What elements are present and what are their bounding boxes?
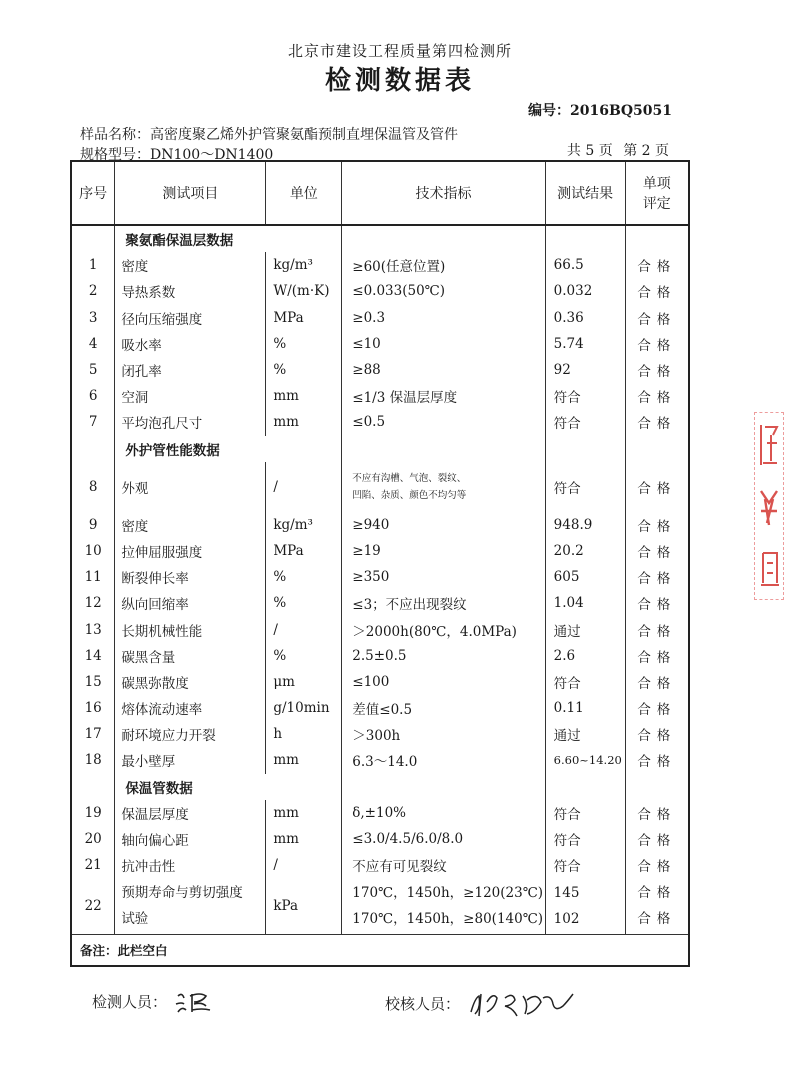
cell-no: 22: [71, 878, 115, 935]
cell-no: 18: [71, 747, 115, 773]
cell-result: 948.9: [545, 512, 625, 538]
cell-spec: ≥88: [342, 357, 545, 383]
cell-spec: ≤0.5: [342, 409, 545, 435]
cell-result: 符合: [545, 669, 625, 695]
header-item: 测试项目: [115, 161, 266, 225]
cell-result: 6.60~14.20: [545, 747, 625, 773]
header-no: 序号: [71, 161, 115, 225]
table-row: [71, 409, 689, 435]
model-label: 规格型号：: [80, 147, 150, 163]
cell-no: 21: [71, 852, 115, 878]
cell-eval: 合格: [625, 590, 689, 616]
cell-unit: %: [266, 590, 342, 616]
cell-eval: 合格: [625, 616, 689, 642]
cell-spec: [342, 878, 545, 935]
cell-spec: ≥350: [342, 564, 545, 590]
cell-item: 碳黑含量: [115, 643, 266, 669]
cell-result: 符合: [545, 409, 625, 435]
cell-item: 平均泡孔尺寸: [115, 409, 266, 435]
section-title: 保温管数据: [115, 774, 342, 800]
page-current: 第 2 页: [623, 143, 669, 159]
header-result: 测试结果: [545, 161, 625, 225]
table-row: [71, 564, 689, 590]
table-row: [71, 357, 689, 383]
cell-eval: 合格: [625, 669, 689, 695]
cell-spec: ＞2000h(80℃，4.0MPa): [342, 616, 545, 642]
cell-result: 1.04: [545, 590, 625, 616]
cell-unit: %: [266, 643, 342, 669]
eval-line: 合格: [637, 911, 677, 928]
cell-unit: kg/m³: [266, 252, 342, 278]
page-info: [564, 140, 672, 160]
cell-unit: MPa: [266, 538, 342, 564]
result-line: 102: [553, 911, 580, 928]
table-row: [71, 747, 689, 773]
cell-result: 符合: [545, 462, 625, 512]
document-number: 编号：2016BQ5051: [528, 103, 672, 119]
cell-eval: 合格: [625, 564, 689, 590]
table-header-row: [71, 161, 689, 225]
seal-stamp-icon: [755, 413, 783, 599]
cell-no: 3: [71, 305, 115, 331]
table-row: [71, 878, 689, 935]
table-row: [71, 643, 689, 669]
cell-eval: 合格: [625, 331, 689, 357]
cell-unit: g/10min: [266, 695, 342, 721]
cell-spec: 2.5±0.5: [342, 643, 545, 669]
cell-spec: ≥940: [342, 512, 545, 538]
cell-unit: /: [266, 852, 342, 878]
cell-item: 空洞: [115, 383, 266, 409]
cell-eval: 合格: [625, 383, 689, 409]
sample-name-line: [80, 124, 458, 144]
cell-no: 2: [71, 278, 115, 304]
cell-eval: 合格: [625, 852, 689, 878]
section-title: 外护管性能数据: [115, 436, 342, 462]
cell-item: 耐环境应力开裂: [115, 721, 266, 747]
cell-no: 16: [71, 695, 115, 721]
cell-eval: [625, 878, 689, 935]
page-title: 检测数据表: [324, 66, 475, 96]
cell-item: 导热系数: [115, 278, 266, 304]
remark: 备注：此栏空白: [71, 935, 689, 967]
tester-label: 检测人员：: [92, 993, 168, 1011]
cell-no: 9: [71, 512, 115, 538]
cell-unit: μm: [266, 669, 342, 695]
cell-eval: 合格: [625, 278, 689, 304]
tester-handwritten-signature: [172, 988, 222, 1018]
cell-eval: 合格: [625, 538, 689, 564]
cell-result: 通过: [545, 616, 625, 642]
section-row: [71, 774, 689, 800]
cell-spec: ≤0.033(50℃): [342, 278, 545, 304]
table-row: [71, 721, 689, 747]
cell-result: [545, 878, 625, 935]
cell-item: 纵向回缩率: [115, 590, 266, 616]
table-row: [71, 800, 689, 826]
cell-item: 外观: [115, 462, 266, 512]
cell-result: 0.11: [545, 695, 625, 721]
cell-eval: 合格: [625, 800, 689, 826]
cell-spec: ≥60(任意位置): [342, 252, 545, 278]
cell-result: 符合: [545, 852, 625, 878]
cell-result: 66.5: [545, 252, 625, 278]
cell-eval: 合格: [625, 357, 689, 383]
cell-no: 12: [71, 590, 115, 616]
cell-unit: %: [266, 357, 342, 383]
spec-line: 凹陷、杂质、颜色不均匀等: [352, 489, 467, 501]
cell-spec: ＞300h: [342, 721, 545, 747]
cell-item: 抗冲击性: [115, 852, 266, 878]
cell-spec: 不应有可见裂纹: [342, 852, 545, 878]
cell-unit: mm: [266, 800, 342, 826]
cell-unit: MPa: [266, 305, 342, 331]
cell-no: 7: [71, 409, 115, 435]
cell-item: 长期机械性能: [115, 616, 266, 642]
section-row: [71, 225, 689, 252]
table-row: [71, 826, 689, 852]
table-row: [71, 278, 689, 304]
cell-result: 符合: [545, 800, 625, 826]
cell-spec: 6.3～14.0: [342, 747, 545, 773]
pages-total: 共 5 页: [566, 143, 613, 159]
table-row: [71, 305, 689, 331]
cell-unit: W/(m·K): [266, 278, 342, 304]
cell-spec: ≤1/3 保温层厚度: [342, 383, 545, 409]
cell-spec: ≤3；不应出现裂纹: [342, 590, 545, 616]
header-eval: 单项评定: [625, 161, 689, 225]
table-row: [71, 462, 689, 512]
cell-item: 密度: [115, 512, 266, 538]
sample-name-label: 样品名称：: [80, 127, 150, 143]
cell-item: 断裂伸长率: [115, 564, 266, 590]
table-row: [71, 695, 689, 721]
section-row: [71, 436, 689, 462]
model-value: DN100～DN1400: [150, 147, 274, 163]
cell-spec: ≥0.3: [342, 305, 545, 331]
table-row: [71, 616, 689, 642]
cell-no: 10: [71, 538, 115, 564]
cell-eval: 合格: [625, 512, 689, 538]
item-line: 预期寿命与剪切强度: [121, 885, 243, 902]
cell-result: 0.032: [545, 278, 625, 304]
cell-no: 6: [71, 383, 115, 409]
cell-unit: mm: [266, 747, 342, 773]
spec-line: 不应有沟槽、气泡、裂纹、: [352, 472, 467, 484]
cell-no: 13: [71, 616, 115, 642]
cell-no: 8: [71, 462, 115, 512]
cell-result: 5.74: [545, 331, 625, 357]
cell-result: 605: [545, 564, 625, 590]
cell-item: 密度: [115, 252, 266, 278]
cell-eval: 合格: [625, 695, 689, 721]
tester-signature: [92, 988, 222, 1018]
spec-line: 170℃，1450h，≥120(23℃): [352, 885, 544, 902]
table-row: [71, 669, 689, 695]
cell-spec: ≤10: [342, 331, 545, 357]
cell-unit: kg/m³: [266, 512, 342, 538]
eval-line: 合格: [637, 885, 677, 902]
cell-unit: kPa: [266, 878, 342, 935]
cell-spec: ≤100: [342, 669, 545, 695]
cell-item: 吸水率: [115, 331, 266, 357]
cell-eval: 合格: [625, 721, 689, 747]
checker-label: 校核人员：: [385, 995, 461, 1013]
seam-stamp: [754, 412, 784, 600]
table-row: [71, 590, 689, 616]
cell-result: 符合: [545, 383, 625, 409]
cell-no: 20: [71, 826, 115, 852]
cell-result: 92: [545, 357, 625, 383]
cell-result: 0.36: [545, 305, 625, 331]
cell-eval: 合格: [625, 462, 689, 512]
cell-result: 2.6: [545, 643, 625, 669]
cell-unit: mm: [266, 409, 342, 435]
remark-row: [71, 935, 689, 967]
cell-spec: ≥19: [342, 538, 545, 564]
cell-item: 碳黑弥散度: [115, 669, 266, 695]
data-table-wrapper: [70, 160, 690, 958]
cell-item: 拉伸屈服强度: [115, 538, 266, 564]
table-row: [71, 852, 689, 878]
cell-item: 径向压缩强度: [115, 305, 266, 331]
table-row: [71, 538, 689, 564]
cell-no: 5: [71, 357, 115, 383]
cell-unit: mm: [266, 826, 342, 852]
header-unit: 单位: [266, 161, 342, 225]
cell-spec: 差值≤0.5: [342, 695, 545, 721]
cell-item: 轴向偏心距: [115, 826, 266, 852]
sample-name: 高密度聚乙烯外护管聚氨酯预制直埋保温管及管件: [150, 127, 458, 143]
table-row: [71, 383, 689, 409]
cell-no: 11: [71, 564, 115, 590]
checker-handwritten-signature: [465, 988, 575, 1022]
cell-unit: mm: [266, 383, 342, 409]
cell-eval: 合格: [625, 826, 689, 852]
cell-eval: 合格: [625, 747, 689, 773]
cell-no: 15: [71, 669, 115, 695]
item-line: 试验: [121, 911, 149, 928]
data-table: [70, 160, 690, 967]
section-title: 聚氨酯保温层数据: [115, 225, 342, 252]
cell-item: [115, 878, 266, 935]
cell-unit: h: [266, 721, 342, 747]
cell-item: 闭孔率: [115, 357, 266, 383]
cell-no: 1: [71, 252, 115, 278]
cell-eval: 合格: [625, 305, 689, 331]
cell-item: 保温层厚度: [115, 800, 266, 826]
cell-no: 4: [71, 331, 115, 357]
cell-spec: δ,±10%: [342, 800, 545, 826]
table-row: [71, 252, 689, 278]
cell-result: 符合: [545, 826, 625, 852]
spec-line: 170℃，1450h，≥80(140℃): [352, 911, 544, 928]
institution-name: 北京市建设工程质量第四检测所: [287, 42, 512, 60]
cell-eval: 合格: [625, 643, 689, 669]
cell-no: 14: [71, 643, 115, 669]
cell-unit: /: [266, 462, 342, 512]
header-spec: 技术指标: [342, 161, 545, 225]
cell-unit: /: [266, 616, 342, 642]
cell-result: 20.2: [545, 538, 625, 564]
cell-spec: [342, 462, 545, 512]
cell-spec: ≤3.0/4.5/6.0/8.0: [342, 826, 545, 852]
checker-signature: [385, 988, 575, 1022]
cell-no: 19: [71, 800, 115, 826]
cell-unit: %: [266, 564, 342, 590]
cell-no: 17: [71, 721, 115, 747]
table-row: [71, 331, 689, 357]
cell-eval: 合格: [625, 252, 689, 278]
result-line: 145: [553, 885, 580, 902]
table-row: [71, 512, 689, 538]
cell-unit: %: [266, 331, 342, 357]
cell-result: 通过: [545, 721, 625, 747]
cell-eval: 合格: [625, 409, 689, 435]
cell-item: 最小壁厚: [115, 747, 266, 773]
cell-item: 熔体流动速率: [115, 695, 266, 721]
